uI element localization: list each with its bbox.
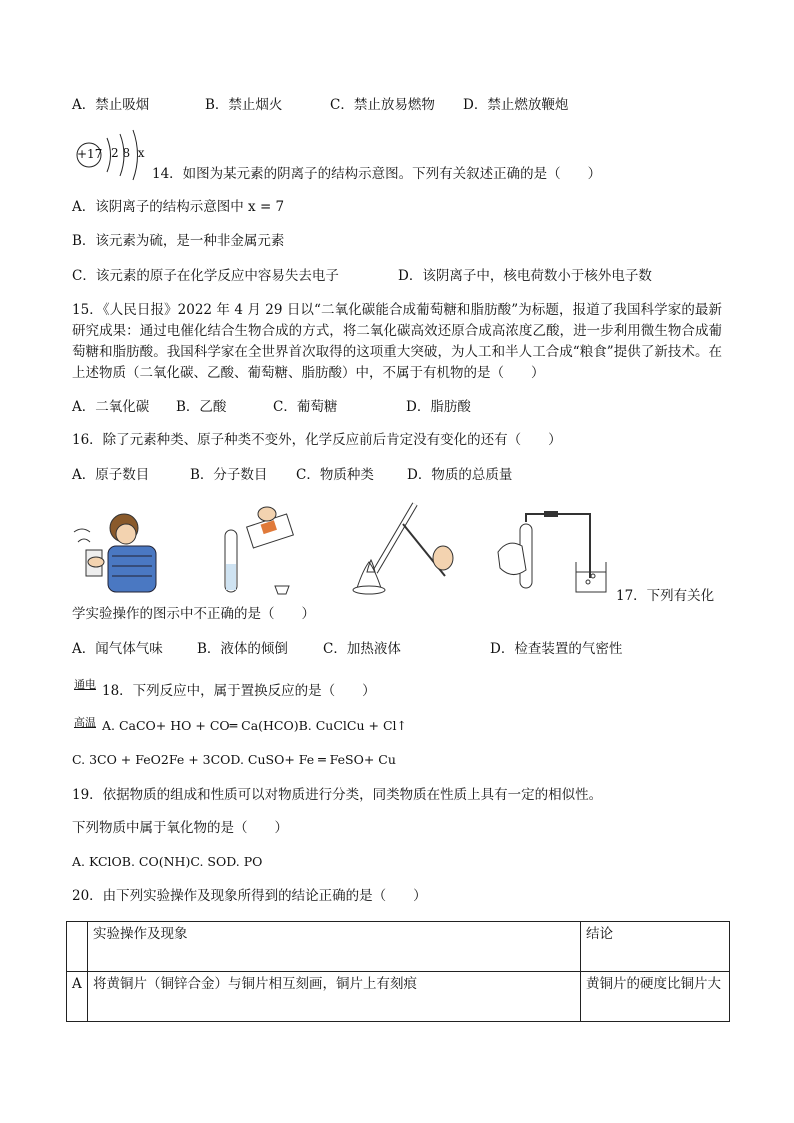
q16-question: 16．除了元素种类、原子种类不变外，化学反应前后肯定没有变化的还有（ ）: [72, 432, 562, 448]
q19-question-2: 下列物质中属于氧化物的是（ ）: [72, 820, 288, 836]
q17-question-start: 17．下列有关化: [616, 588, 715, 604]
atom-shells-label: 2 8 x: [111, 146, 145, 160]
airtightness-check-illustration: [492, 508, 614, 600]
q19-question: 19．依据物质的组成和性质可以对物质进行分类，同类物质在性质上具有一定的相似性。: [72, 787, 603, 803]
q17-question-end: 学实验操作的图示中不正确的是（ ）: [72, 606, 315, 622]
q15-question: 15．《人民日报》2022 年 4 月 29 日以“二氧化碳能合成葡萄糖和脂肪酸”为标题，报道了我国科学家的最新研究成果：通过电催化结合生物合成的方式，将二氧化碳高效还原合成高浓度乙酸，进一步利用微生物合成葡萄糖和脂肪酸。我国科学家在全世界首次取得的这项重大突破，为人工和半人工合成“粮食”提供了新技术。在上述物质（二氧化碳、乙酸、葡萄糖、脂肪酸）中，不属于有机物的是（ ）: [72, 302, 722, 381]
q13-option-a: A．禁止吸烟: [72, 97, 150, 113]
smell-gas-illustration: [72, 502, 172, 598]
q18-question: 18．下列反应中，属于置换反应的是（ ）: [102, 683, 376, 699]
q15-option-b: B．乙酸: [176, 399, 227, 415]
table-row-operation: 将黄铜片（铜锌合金）与铜片相互刻画，铜片上有刻痕: [88, 972, 581, 1022]
q20-question: 20．由下列实验操作及现象所得到的结论正确的是（ ）: [72, 888, 427, 904]
table-row-index: A: [67, 972, 88, 1022]
q19-options: A. KClOB. CO(NH)C. SOD. PO: [72, 854, 263, 869]
q14-option-a: A．该阴离子的结构示意图中 x = 7: [72, 199, 285, 215]
q18-equations-line1: A. CaCO+ HO + CO═ Ca(HCO)B. CuClCu + Cl↑: [102, 718, 407, 733]
table-header-index: [67, 922, 88, 972]
table-header-row: [67, 922, 730, 972]
q15-option-a: A．二氧化碳: [72, 399, 150, 415]
table-header-conclusion: 结论: [581, 922, 730, 972]
q14-option-b: B．该元素为硫，是一种非金属元素: [72, 233, 285, 249]
q13-option-d: D．禁止燃放鞭炮: [463, 97, 569, 113]
q17-option-b: B．液体的倾倒: [197, 641, 288, 657]
q17-option-a: A．闻气体气味: [72, 641, 163, 657]
high-temperature-condition-label: 高温: [74, 716, 96, 729]
q13-option-c: C．禁止放易燃物: [330, 97, 435, 113]
q16-option-a: A．原子数目: [72, 467, 150, 483]
q14-question: 14．如图为某元素的阴离子的结构示意图。下列有关叙述正确的是（ ）: [152, 166, 602, 182]
q14-option-d: D．该阴离子中，核电荷数小于核外电子数: [398, 268, 652, 284]
pour-liquid-illustration: [205, 502, 305, 598]
experiment-table: [66, 921, 730, 1022]
table-row-conclusion: 黄铜片的硬度比铜片大: [581, 972, 730, 1022]
electrolysis-condition-label: 通电: [74, 678, 96, 691]
table-header-operation: 实验操作及现象: [88, 922, 581, 972]
q17-option-c: C．加热液体: [323, 641, 401, 657]
heat-liquid-illustration: [345, 502, 465, 598]
q15-option-c: C．葡萄糖: [273, 399, 338, 415]
q15-option-d: D．脂肪酸: [406, 399, 471, 415]
q16-option-d: D．物质的总质量: [407, 467, 513, 483]
q18-equations-line2: C. 3CO + FeO2Fe + 3COD. CuSO+ Fe ═ FeSO+ Cu: [72, 752, 396, 767]
q16-option-b: B．分子数目: [190, 467, 268, 483]
q13-option-b: B．禁止烟火: [205, 97, 283, 113]
q16-option-c: C．物质种类: [296, 467, 374, 483]
atom-nucleus-label: +17: [77, 147, 103, 161]
q14-option-c: C．该元素的原子在化学反应中容易失去电子: [72, 268, 339, 284]
atom-structure-diagram: [74, 128, 154, 184]
table-row: [67, 972, 730, 1022]
q17-option-d: D．检查装置的气密性: [490, 641, 623, 657]
